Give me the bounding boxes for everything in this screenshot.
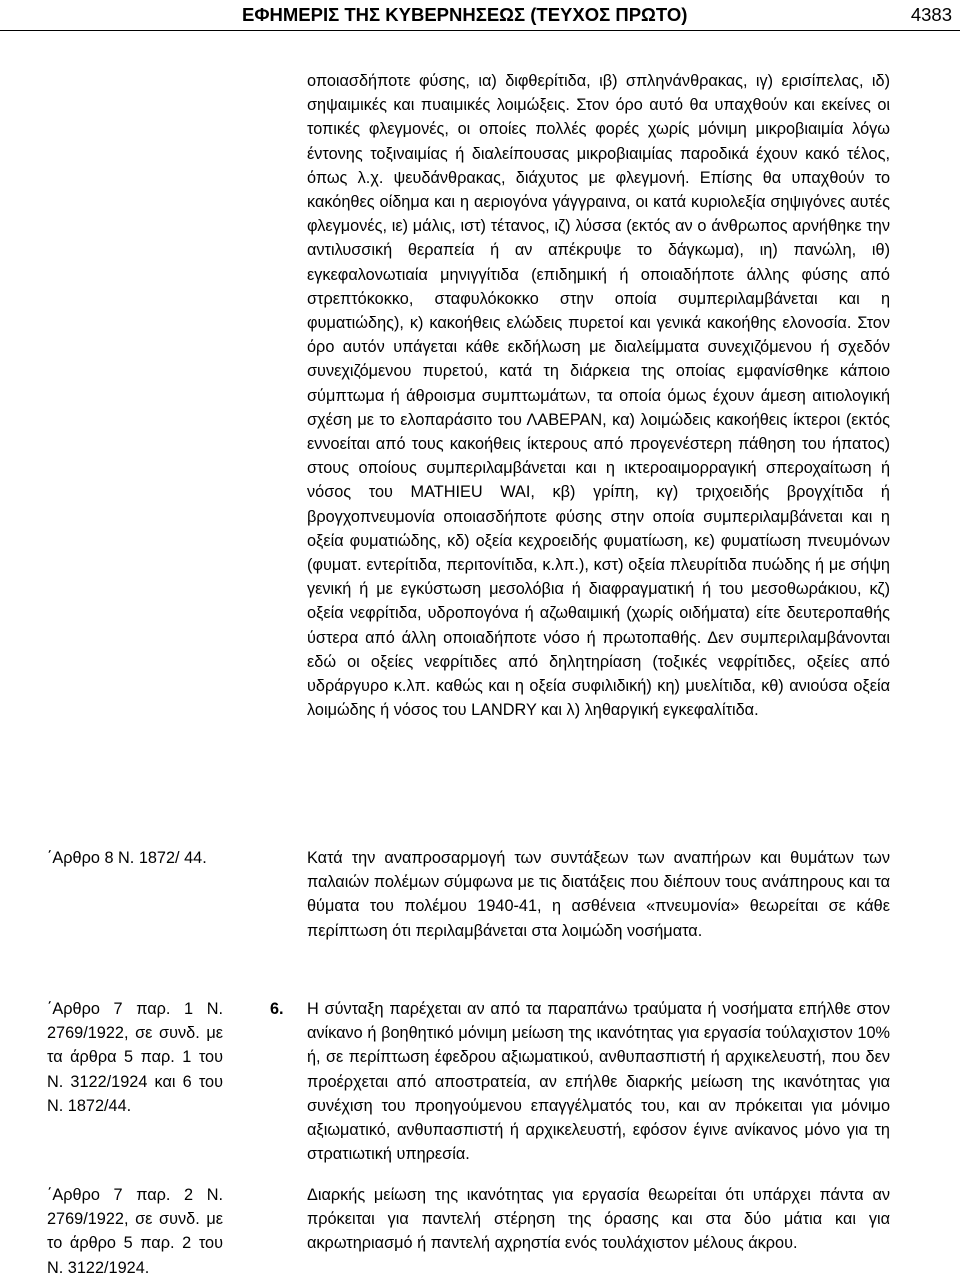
page-number: 4383 xyxy=(910,4,952,25)
section-paragraph: Η σύνταξη παρέχεται αν από τα παραπάνω τραύματα ή νοσήματα επήλθε στον ανίκανο ή βοηθητικό μόνιμη μείωση της ικανότητας για εργασία τούλαχιστον 10% ή, σε περίπτωση έφεδρου αξιωματικού, ανθυπασπιστή ή αρχικελευστή, που δεν προέρχεται από αποστρατεία, αν επήλθε διαρκής μείωση της ικανότητας για συνέχιση του προηγούμενου επαγγέλματός του, και αν πρόκειται για μόνιμο αξιωματικό, ανθυπασπιστή ή αρχικελευστή, εφόσον έγινε ανίκανος μόνο για τη στρατιωτική υπηρεσία. xyxy=(307,1000,890,1164)
article-reference: ΄Αρθρο 7 παρ. 1 Ν. 2769/1922, σε συνδ. με τα άρθρα 5 παρ. 1 του Ν. 3122/1924 και 6 του Ν. 1872/44. xyxy=(47,1000,223,1115)
article-reference: ΄Αρθρο 7 παρ. 2 Ν. 2769/1922, σε συνδ. με το άρθρο 5 παρ. 2 του Ν. 3122/1924. xyxy=(47,1186,223,1277)
article-reference: ΄Αρθρο 8 Ν. 1872/ 44. xyxy=(47,849,207,867)
gazette-title: ΕΦΗΜΕΡΙΣ ΤΗΣ ΚΥΒΕΡΝΗΣΕΩΣ (ΤΕΥΧΟΣ ΠΡΩΤΟ) xyxy=(242,4,688,25)
section-paragraph: Κατά την αναπροσαρμογή των συντάξεων των αναπήρων και θυμάτων των παλαιών πολέμων σύμφωνα με τις διατάξεις που διέπουν τους ανάπηρους και τα θύματα του πολέμου 1940-41, η ασθένεια «πνευμονία» θεωρείται σε κάθε περίπτωση ότι περιλαμβάνεται στα λοιμώδη νοσήματα. xyxy=(307,849,890,940)
paragraph-number: 6. xyxy=(270,1000,284,1018)
main-paragraph: οποιασδήποτε φύσης, ια) διφθερίτιδα, ιβ) σπληνάνθρακας, ιγ) ερισίπελας, ιδ) σηψαιμικές και πυαιμικές λοιμώξεις. Στον όρο αυτό θα υπαχθούν και εκείνες οι τοπικές φλεγμονές, οι οποίες πολλές φορές χωρίς μόνιμη μικροβιαιμία λόγω έντονης τοξιναιμίας ή διαλείπουσας μικροβιαιμίας παροδικά έχουν κακό τέλος, όπως λ.χ. ψευδάνθρακας, διάχυτος με φλεγμονή. Επίσης θα υπαχθούν το κακόηθες οίδημα και η αεριογόνα γάγγραινα, οι κατά κυριολεξία σηψιγόνες αυτές φλεγμονές, ιε) μάλις, ιστ) τέτανος, ιζ) λύσσα (εκτός αν ο άνθρωπος αρνήθηκε την αντιλυσσική θεραπεία ή αν απέκρυψε το δάγκωμα), ιη) πανώλη, ιθ) εγκεφαλονωτιαία μηνιγγίτιδα (επιδημική ή οποιαδήποτε άλλης φύσης από στρεπτόκοκκο, σταφυλόκοκκο στην οποία συμπεριλαμβάνεται και η φυματιώδης), κ) κακοήθεις ελώδεις πυρετοί και γενικά κακοήθης ελονοσία. Στον όρο αυτόν υπάγεται κάθε εκδήλωση με διαλείμματα συνεχιζόμενου ή σχεδόν συνεχιζόμενου πυρετού, κατά τη διάρκεια της οποίας εμφανίσθηκε κάποιο σύμπτωμα ή άθροισμα συμπτωμάτων, τα οποία όμως έχουν άμεση αιτιολογική σχέση με το ελοπαράσιτο του ΛΑΒΕΡΑΝ, κα) λοιμώδεις κακοήθεις ίκτεροι (εκτός εννοείται από τους κακοήθεις ίκτερους από προγενέστερη πάθηση του ήπατος) στους οποίους συμπεριλαμβάνεται και η ικτεροαιμορραγική σπεροχαίτωση ή νόσος του MATHIEU WAI, κβ) γρίπη, κγ) τριχοειδής βρογχίτιδα ή βρογχοπνευμονία οποιασδήποτε φύσης στην οποία συμπεριλαμβάνεται και η οξεία φυματιώδης, κδ) οξεία κεχροειδής φυματίωση, κε) φυματίωση πνευμόνων (φυματ. εντερίτιδα, περιτονίτιδα, κ.λπ.), κστ) οξεία πλευρίτιδα πυώδης ή με σήψη γενική ή με εγκύστωση μεσολόβια ή διαφραγματική ή του μεσοθωράκιου, κζ) οξεία νεφρίτιδα, υδροπογόνα ή αζωθαιμική (χωρίς οιδήματα) είτε δευτεροπαθής ύστερα από άλλη οποιαδήποτε νόσο ή πρωτοπαθής. Δεν συμπεριλαμβάνονται εδώ οι οξείες νεφρίτιδες από δηλητηρίαση (τοξικές νεφρίτιδες, οξείες από υδράργυρο κ.λπ. καθώς και η οξεία συφιλιδική) κη) μυελίτιδα, κθ) ανιούσα οξεία λοιμώδης ή νόσος του LANDRY και λ) ληθαργική εγκεφαλίτιδα. xyxy=(307,72,890,720)
section-paragraph: Διαρκής μείωση της ικανότητας για εργασία θεωρείται ότι υπάρχει πάντα αν πρόκειται για παντελή στέρηση της όρασης και στα δύο μάτια και για ακρωτηριασμό ή παντελή αχρηστία ενός τουλάχιστον μέλους άκρου. xyxy=(307,1186,890,1253)
page-header xyxy=(0,0,960,31)
